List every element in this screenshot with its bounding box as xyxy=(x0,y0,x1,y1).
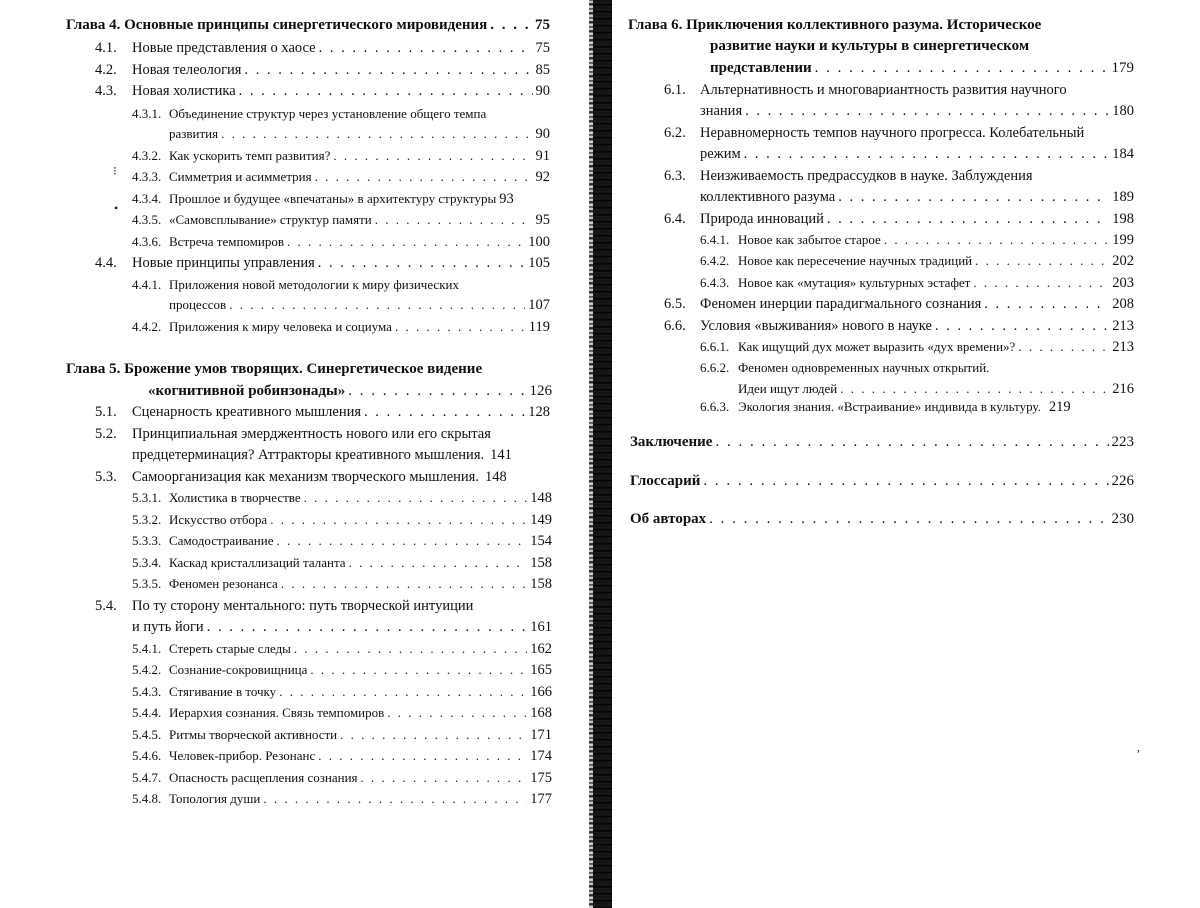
section-number: 5.3.5. xyxy=(132,576,162,591)
chapter-title: Глава 4. Основные принципы синергетического мировидения xyxy=(66,17,488,33)
page-number: 168 xyxy=(530,705,552,721)
toc-subsection-5-3-5 xyxy=(132,577,552,592)
toc-subsection-6-4-3 xyxy=(700,276,1134,291)
leader-dots xyxy=(315,170,533,183)
chapter-title-cont: «когнитивной робинзонады» xyxy=(148,383,346,399)
page-number: 105 xyxy=(528,255,550,271)
section-number: 6.4.1. xyxy=(700,232,730,247)
section-title: Сценарность креативного мышления xyxy=(132,404,362,420)
leader-dots xyxy=(287,235,525,248)
page-number: 180 xyxy=(1112,103,1134,119)
section-title-cont: процессов xyxy=(169,297,227,312)
toc-subsection-6-6-3 xyxy=(700,400,1134,415)
section-title: Новая телеология xyxy=(132,62,242,78)
section-title-cont: знания xyxy=(700,103,743,119)
toc-subsection-4-4-1 xyxy=(132,278,550,291)
page-number: 91 xyxy=(535,148,550,164)
leader-dots xyxy=(715,435,1108,450)
toc-section-4-1 xyxy=(95,41,550,56)
leader-dots xyxy=(207,620,528,635)
toc-section-5-1 xyxy=(95,405,550,420)
page-number: 107 xyxy=(528,297,550,313)
leader-dots xyxy=(304,491,528,504)
toc-conclusion xyxy=(630,435,1134,450)
page-number: 75 xyxy=(535,17,550,33)
section-title: «Самовсплывание» структур памяти xyxy=(169,212,372,227)
toc-glossary xyxy=(630,474,1134,489)
toc-chapter-5 xyxy=(66,362,550,377)
leader-dots xyxy=(244,63,532,78)
page-number: 95 xyxy=(535,212,550,228)
toc-chapter-6 xyxy=(628,18,1128,33)
toc-subsection-4-3-1-cont xyxy=(169,127,550,142)
section-number: 5.4.1. xyxy=(132,641,162,656)
toc-section-4-4 xyxy=(95,256,550,271)
toc-section-6-3 xyxy=(664,169,1134,184)
page-number: 126 xyxy=(529,383,552,399)
section-number: 5.4.5. xyxy=(132,727,162,742)
leader-dots xyxy=(838,190,1109,205)
toc-section-4-2 xyxy=(95,63,550,78)
leader-dots xyxy=(490,18,532,33)
leader-dots xyxy=(973,276,1109,289)
section-title: Приложения новой методологии к миру физических xyxy=(169,277,459,292)
section-title: Новое как забытое старое xyxy=(738,232,881,247)
page-number: 174 xyxy=(530,748,552,764)
leader-dots xyxy=(310,663,527,676)
section-title: Симметрия и асимметрия xyxy=(169,169,312,184)
toc-authors xyxy=(630,512,1134,527)
section-title: Приложения к миру человека и социума xyxy=(169,319,392,334)
toc-subsection-4-4-1-cont xyxy=(169,298,550,313)
page-number: 175 xyxy=(530,770,552,786)
toc-section-6-1-cont xyxy=(700,104,1134,119)
leader-dots xyxy=(239,84,533,99)
leader-dots xyxy=(263,792,527,805)
toc-subsection-4-4-2 xyxy=(132,320,550,335)
page-number: 162 xyxy=(530,641,552,657)
section-number: 4.2. xyxy=(95,62,117,78)
page-number: 213 xyxy=(1112,318,1134,334)
leader-dots xyxy=(827,212,1109,227)
section-number: 4.3.2. xyxy=(132,148,162,163)
section-number: 6.4.2. xyxy=(700,253,730,268)
section-title-cont: режим xyxy=(700,146,741,162)
leader-dots xyxy=(281,577,527,590)
section-title: Встреча темпомиров xyxy=(169,234,284,249)
toc-subsection-6-4-1 xyxy=(700,233,1134,248)
page-number: 119 xyxy=(528,319,550,335)
toc-subsection-5-4-4 xyxy=(132,706,552,721)
toc-subsection-4-3-2 xyxy=(132,149,550,164)
page-number: 203 xyxy=(1112,275,1134,291)
toc-subsection-5-3-3 xyxy=(132,534,552,549)
section-title: Новое как пересечение научных традиций xyxy=(738,253,973,268)
section-number: 6.6.2. xyxy=(700,360,730,375)
section-number: 5.3. xyxy=(95,469,117,485)
leader-dots xyxy=(270,513,527,526)
leader-dots xyxy=(840,382,1109,395)
leader-dots xyxy=(318,749,527,762)
toc-subsection-5-4-5 xyxy=(132,728,552,743)
toc-subsection-4-3-5 xyxy=(132,213,550,228)
page-number: 184 xyxy=(1112,146,1134,162)
leader-dots xyxy=(744,147,1110,162)
section-number: 4.4.1. xyxy=(132,277,162,292)
toc-subsection-4-3-6 xyxy=(132,235,550,250)
leader-dots xyxy=(277,534,528,547)
leader-dots xyxy=(318,256,525,271)
leader-dots xyxy=(703,474,1108,489)
right-page xyxy=(612,0,1200,908)
section-number: 6.4.3. xyxy=(700,275,730,290)
section-title: Феномен инерции парадигмального сознания xyxy=(700,296,982,312)
toc-subsection-5-4-2 xyxy=(132,663,552,678)
section-title: Экология знания. «Встраивание» индивида в культуру. xyxy=(738,399,1041,414)
page-number: 100 xyxy=(528,234,550,250)
toc-section-6-2-cont xyxy=(700,147,1134,162)
leader-dots xyxy=(294,642,527,655)
toc-chapter-4 xyxy=(66,18,550,33)
toc-section-5-2 xyxy=(95,427,550,442)
section-title: Природа инноваций xyxy=(700,211,824,227)
page-number: 223 xyxy=(1111,434,1134,450)
toc-section-6-4 xyxy=(664,212,1134,227)
section-title: Как ускорить темп развития? xyxy=(169,148,331,163)
page-number: 128 xyxy=(528,404,550,420)
page-number: 189 xyxy=(1112,189,1134,205)
toc-section-6-6 xyxy=(664,319,1134,334)
leader-dots xyxy=(745,104,1109,119)
scan-speck: ⁝ xyxy=(113,164,117,178)
left-page xyxy=(0,0,590,908)
toc-subsection-5-4-1 xyxy=(132,642,552,657)
leader-dots xyxy=(279,685,527,698)
section-title-cont: предцетерминация? Аттракторы креативного мышления. xyxy=(132,447,485,463)
leader-dots xyxy=(935,319,1109,334)
toc-section-6-1 xyxy=(664,83,1134,98)
page-number: 149 xyxy=(530,512,552,528)
toc-section-6-3-cont xyxy=(700,190,1134,205)
toc-subsection-6-6-2 xyxy=(700,361,1134,374)
section-title: Новые представления о хаосе xyxy=(132,40,316,56)
section-title: Опасность расщепления сознания xyxy=(169,770,358,785)
section-number: 5.4.6. xyxy=(132,748,162,763)
page-number: 166 xyxy=(530,684,552,700)
section-title: Самоорганизация как механизм творческого мышления. xyxy=(132,469,479,485)
page-number: 158 xyxy=(530,555,552,571)
section-title: Как ищущий дух может выразить «дух времени»? xyxy=(738,339,1016,354)
section-number: 4.3.4. xyxy=(132,191,162,206)
section-number: 6.6.3. xyxy=(700,399,730,414)
section-number: 5.3.2. xyxy=(132,512,162,527)
toc-subsection-5-4-6 xyxy=(132,749,552,764)
toc-subsection-4-3-1 xyxy=(132,107,550,120)
section-number: 6.3. xyxy=(664,168,686,184)
section-number: 4.3.1. xyxy=(132,106,162,121)
leader-dots xyxy=(975,254,1109,267)
chapter-title-cont: представлении xyxy=(710,60,812,76)
page-number: 141 xyxy=(490,447,512,463)
page-number: 75 xyxy=(535,40,550,56)
section-number: 5.4.2. xyxy=(132,662,162,677)
entry-title: Глоссарий xyxy=(630,473,701,489)
section-number: 5.4.8. xyxy=(132,791,162,806)
section-title: Новое как «мутация» культурных эстафет xyxy=(738,275,971,290)
section-title: Стягивание в точку xyxy=(169,684,277,699)
leader-dots xyxy=(395,320,526,333)
section-title: Альтернативность и многовариантность развития научного xyxy=(700,82,1067,98)
section-number: 5.4.7. xyxy=(132,770,162,785)
page-number: 202 xyxy=(1112,253,1134,269)
toc-section-4-3 xyxy=(95,84,550,99)
leader-dots xyxy=(349,556,528,569)
section-title: Феномен одновременных научных открытий. xyxy=(738,360,990,375)
page-number: 92 xyxy=(535,169,550,185)
scan-speck: , xyxy=(1137,740,1140,754)
section-title: Сознание-сокровищница xyxy=(169,662,308,677)
page-number: 90 xyxy=(535,83,550,99)
chapter-title: Глава 6. Приключения коллективного разума. Историческое xyxy=(628,17,1042,33)
toc-subsection-5-3-2 xyxy=(132,513,552,528)
page-number: 154 xyxy=(530,533,552,549)
section-number: 4.3.3. xyxy=(132,169,162,184)
book-spine-shadow xyxy=(592,0,612,908)
leader-dots xyxy=(709,512,1108,527)
section-title: Холистика в творчестве xyxy=(169,490,301,505)
page-number: 216 xyxy=(1112,381,1134,397)
toc-section-5-3 xyxy=(95,470,552,485)
leader-dots xyxy=(348,384,526,399)
section-number: 5.3.1. xyxy=(132,490,162,505)
leader-dots xyxy=(375,213,533,226)
leader-dots xyxy=(984,297,1109,312)
toc-section-5-4-cont xyxy=(132,620,552,635)
toc-chapter-6-line2 xyxy=(710,39,1130,54)
section-title: По ту сторону ментального: путь творческой интуиции xyxy=(132,598,474,614)
scan-speck: • xyxy=(114,201,119,215)
section-number: 5.3.3. xyxy=(132,533,162,548)
leader-dots xyxy=(364,405,525,420)
page-number: 148 xyxy=(484,469,507,485)
section-title: Принципиальная эмерджентность нового или его скрытая xyxy=(132,426,491,442)
leader-dots xyxy=(884,233,1109,246)
section-title: Новые принципы управления xyxy=(132,255,315,271)
section-title: Прошлое и будущее «впечатаны» в архитектуру структуры xyxy=(169,191,497,206)
page-number: 177 xyxy=(530,791,552,807)
page-number: 226 xyxy=(1111,473,1134,489)
toc-subsection-5-3-4 xyxy=(132,556,552,571)
page-number: 179 xyxy=(1111,60,1134,76)
toc-subsection-5-3-1 xyxy=(132,491,552,506)
toc-subsection-5-4-8 xyxy=(132,792,552,807)
section-title: Стереть старые следы xyxy=(169,641,291,656)
entry-title: Об авторах xyxy=(630,511,707,527)
section-title-cont: развития xyxy=(169,126,219,141)
section-title-cont: и путь йоги xyxy=(132,619,204,635)
section-title: Топология души xyxy=(169,791,261,806)
section-number: 6.2. xyxy=(664,125,686,141)
page-number: 213 xyxy=(1112,339,1134,355)
section-number: 5.4. xyxy=(95,598,117,614)
page-number: 219 xyxy=(1048,399,1071,415)
section-number: 6.6.1. xyxy=(700,339,730,354)
toc-section-5-4 xyxy=(95,599,550,614)
section-title: Объединение структур через установление общего темпа xyxy=(169,106,487,121)
toc-chapter-5-cont xyxy=(148,384,552,399)
section-title: Условия «выживания» нового в науке xyxy=(700,318,932,334)
section-number: 4.4. xyxy=(95,255,117,271)
section-number: 6.6. xyxy=(664,318,686,334)
page-number: 148 xyxy=(530,490,552,506)
section-number: 4.3. xyxy=(95,83,117,99)
toc-subsection-4-3-4 xyxy=(132,192,554,207)
section-title-cont: Идеи ищут людей xyxy=(738,381,838,396)
leader-dots xyxy=(221,127,532,140)
leader-dots xyxy=(387,706,527,719)
page-number: 93 xyxy=(499,191,514,207)
toc-subsection-6-6-2-cont xyxy=(738,382,1134,397)
section-number: 5.4.3. xyxy=(132,684,162,699)
page-number: 161 xyxy=(530,619,552,635)
section-number: 5.4.4. xyxy=(132,705,162,720)
section-number: 5.1. xyxy=(95,404,117,420)
leader-dots xyxy=(361,771,528,784)
chapter-title: Глава 5. Брожение умов творящих. Синергетическое видение xyxy=(66,361,483,377)
section-title-cont: коллективного разума xyxy=(700,189,836,205)
section-title: Новая холистика xyxy=(132,83,236,99)
page-number: 85 xyxy=(535,62,550,78)
toc-section-6-2 xyxy=(664,126,1134,141)
section-number: 6.1. xyxy=(664,82,686,98)
entry-title: Заключение xyxy=(630,434,713,450)
section-title: Ритмы творческой активности xyxy=(169,727,338,742)
toc-subsection-5-4-7 xyxy=(132,771,552,786)
page-number: 90 xyxy=(535,126,550,142)
section-title: Самодостраивание xyxy=(169,533,274,548)
toc-section-6-5 xyxy=(664,297,1134,312)
leader-dots xyxy=(815,61,1109,76)
section-title: Неизживаемость предрассудков в науке. Заблуждения xyxy=(700,168,1033,184)
toc-subsection-5-4-3 xyxy=(132,685,552,700)
leader-dots xyxy=(1018,340,1109,353)
section-title: Феномен резонанса xyxy=(169,576,278,591)
section-title: Человек-прибор. Резонанс xyxy=(169,748,316,763)
toc-subsection-6-6-1 xyxy=(700,340,1134,355)
page-number: 208 xyxy=(1112,296,1134,312)
section-title: Иерархия сознания. Связь темпомиров xyxy=(169,705,385,720)
page-number: 165 xyxy=(530,662,552,678)
chapter-title-cont: развитие науки и культуры в синергетическом xyxy=(710,38,1030,54)
page-number: 230 xyxy=(1111,511,1134,527)
toc-subsection-4-3-3 xyxy=(132,170,550,185)
page-number: 198 xyxy=(1112,211,1134,227)
section-number: 6.4. xyxy=(664,211,686,227)
toc-subsection-6-4-2 xyxy=(700,254,1134,269)
section-number: 4.4.2. xyxy=(132,319,162,334)
leader-dots xyxy=(229,298,525,311)
leader-dots xyxy=(333,149,532,162)
toc-section-5-2-cont xyxy=(132,448,552,463)
page-number: 199 xyxy=(1112,232,1134,248)
section-number: 5.3.4. xyxy=(132,555,162,570)
toc-chapter-6-line3 xyxy=(710,61,1134,76)
section-number: 4.1. xyxy=(95,40,117,56)
section-number: 4.3.5. xyxy=(132,212,162,227)
section-number: 6.5. xyxy=(664,296,686,312)
page-number: 171 xyxy=(530,727,552,743)
section-number: 4.3.6. xyxy=(132,234,162,249)
leader-dots xyxy=(340,728,527,741)
section-title: Искусство отбора xyxy=(169,512,268,527)
leader-dots xyxy=(319,41,533,56)
page-number: 158 xyxy=(530,576,552,592)
section-number: 5.2. xyxy=(95,426,117,442)
section-title: Неравномерность темпов научного прогресса. Колебательный xyxy=(700,125,1085,141)
section-title: Каскад кристаллизаций таланта xyxy=(169,555,346,570)
